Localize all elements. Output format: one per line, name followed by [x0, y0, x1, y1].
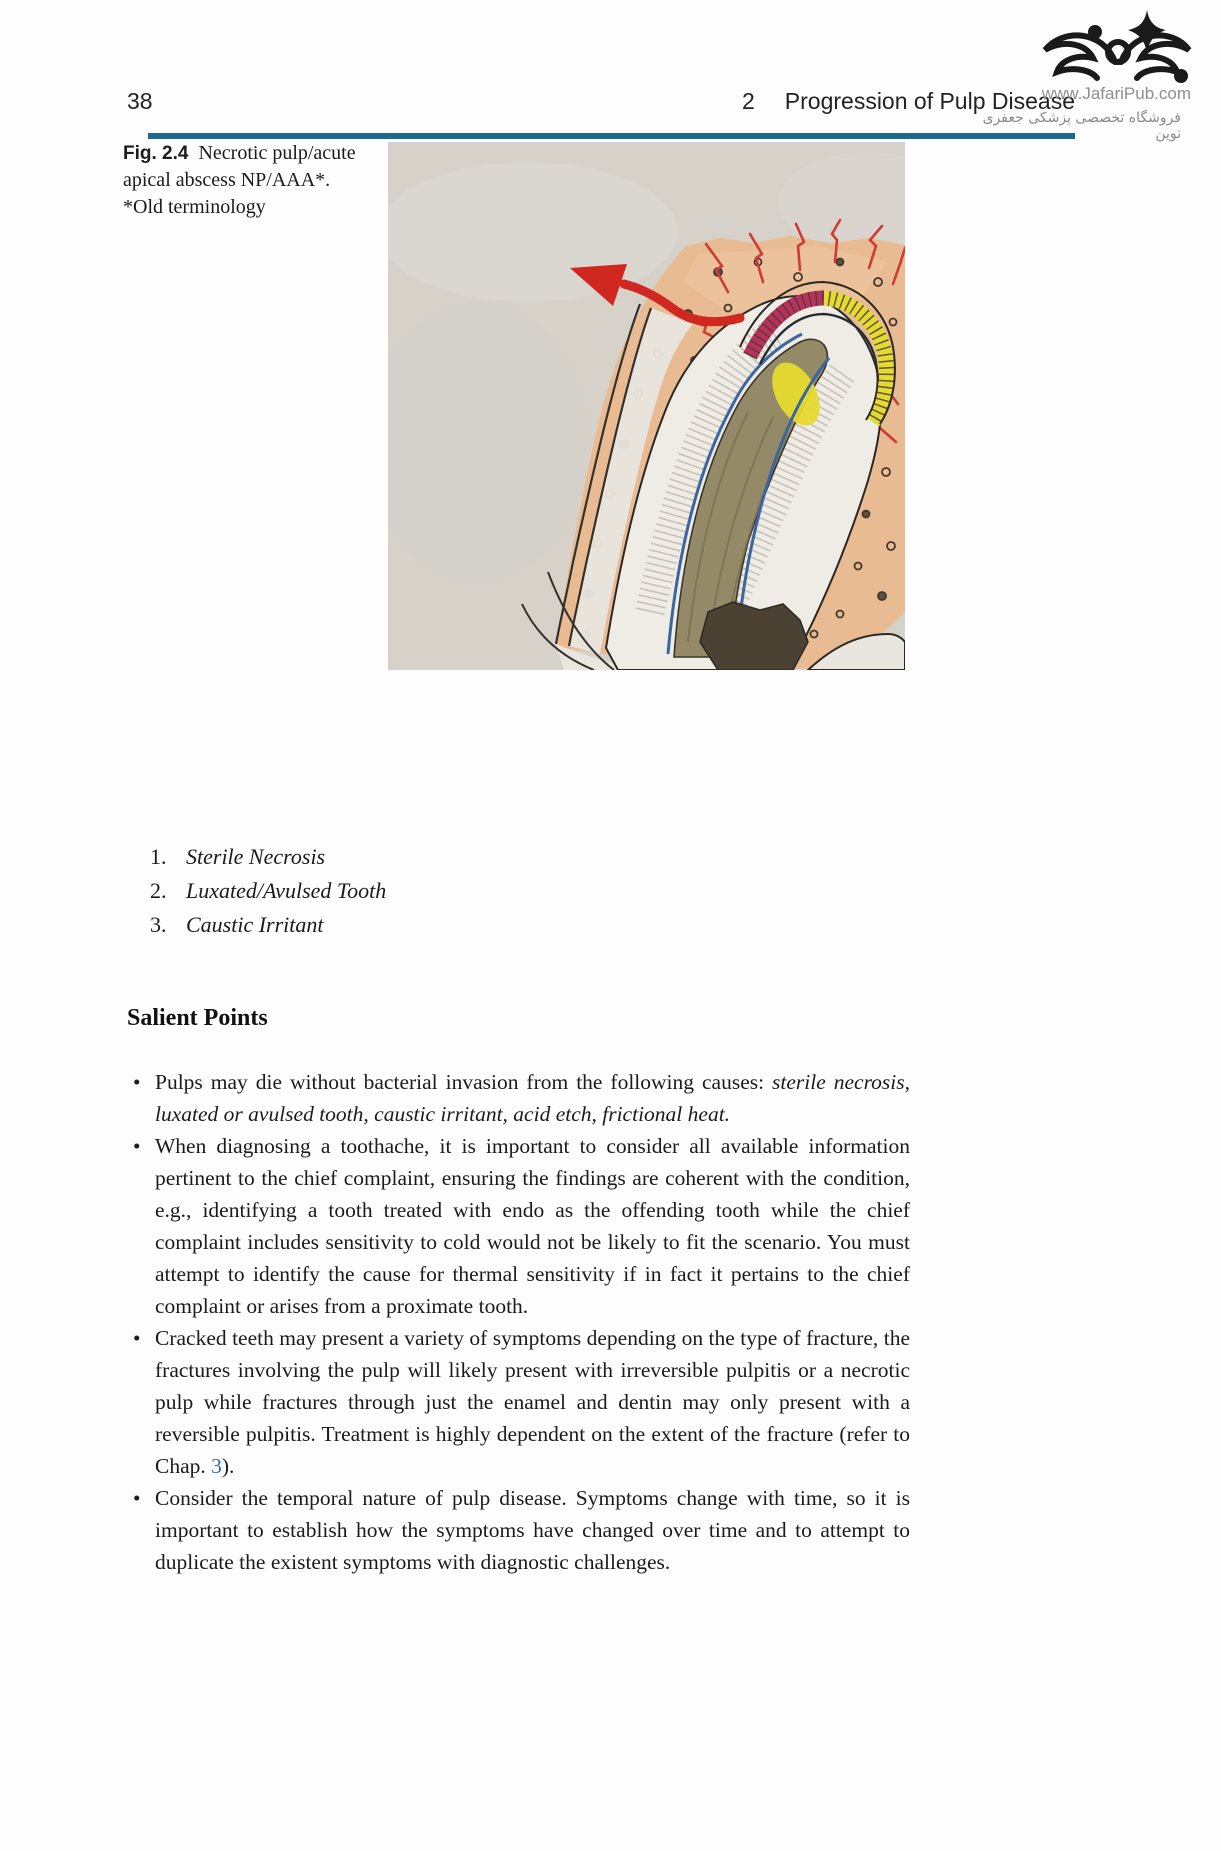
chapter-title: Progression of Pulp Disease — [784, 88, 1075, 114]
bullet-text: Consider the temporal nature of pulp disease. Symptoms change with time, so it is important to establish how the symptoms have changed over time and to attempt to duplicate the existent symptoms with diagnostic challenges. — [155, 1486, 910, 1574]
list-text: Luxated/Avulsed Tooth — [186, 878, 387, 903]
bullet-text: When diagnosing a toothache, it is important to consider all available information pertinent to the chief complaint, ensuring the findings are coherent with the condition, e.g., identifying a tooth treated with endo as the offending tooth while the chief complaint includes sensitivity to cold would not be likely to fit the scenario. You must attempt to identify the cause for thermal sensitivity if in fact it pertains to the chief complaint or arises from a proximate tooth. — [155, 1134, 910, 1318]
salient-points-list — [127, 1066, 910, 1578]
watermark-url: www.JafariPub.com — [1041, 84, 1191, 103]
list-text: Caustic Irritant — [186, 912, 324, 937]
publisher-logo-icon — [1033, 10, 1193, 90]
page-number: 38 — [127, 88, 153, 114]
publisher-watermark — [973, 10, 1193, 142]
list-item — [150, 840, 386, 874]
figure-caption-text: Necrotic pulp/acute apical abscess NP/AAA*. *Old terminology — [123, 142, 356, 218]
chapter-number: 2 — [741, 88, 755, 114]
figure-label: Fig. 2.4 — [123, 143, 189, 164]
bullet-item — [127, 1482, 910, 1578]
watermark-store-name: فروشگاه تخصصی پزشکی جعفری نوین — [982, 110, 1181, 142]
list-number: 3. — [150, 912, 167, 937]
figure-caption — [123, 140, 375, 221]
figure-photo-tooth-drawing — [388, 142, 905, 670]
list-number: 1. — [150, 844, 167, 869]
chap-3-link[interactable]: 3 — [211, 1454, 222, 1478]
bullet-text: ). — [221, 1454, 235, 1478]
list-text: Sterile Necrosis — [186, 844, 326, 869]
bullet-text: Cracked teeth may present a variety of symptoms depending on the type of fracture, the fractures involving the pulp will likely present with irreversible pulpitis or a necrotic pulp while fractures through just the enamel and dentin may only present with a reversible pulpitis. Treatment is highly dependent on the extent of the fracture (refer to Chap. — [155, 1326, 910, 1478]
list-number: 2. — [150, 878, 167, 903]
cause-list — [150, 840, 386, 942]
header-rule — [148, 133, 1075, 139]
bullet-item — [127, 1322, 910, 1482]
bullet-text-italic: sterile necrosis, luxated or avulsed tooth, caustic irritant, acid etch, frictional heat. — [155, 1070, 910, 1126]
bullet-item — [127, 1130, 910, 1322]
list-item — [150, 874, 386, 908]
list-item — [150, 908, 386, 942]
crown-decay — [700, 602, 808, 670]
bullet-text: Pulps may die without bacterial invasion from the following causes: — [155, 1070, 773, 1094]
bullet-item — [127, 1066, 910, 1130]
salient-points-heading: Salient Points — [127, 1005, 268, 1031]
